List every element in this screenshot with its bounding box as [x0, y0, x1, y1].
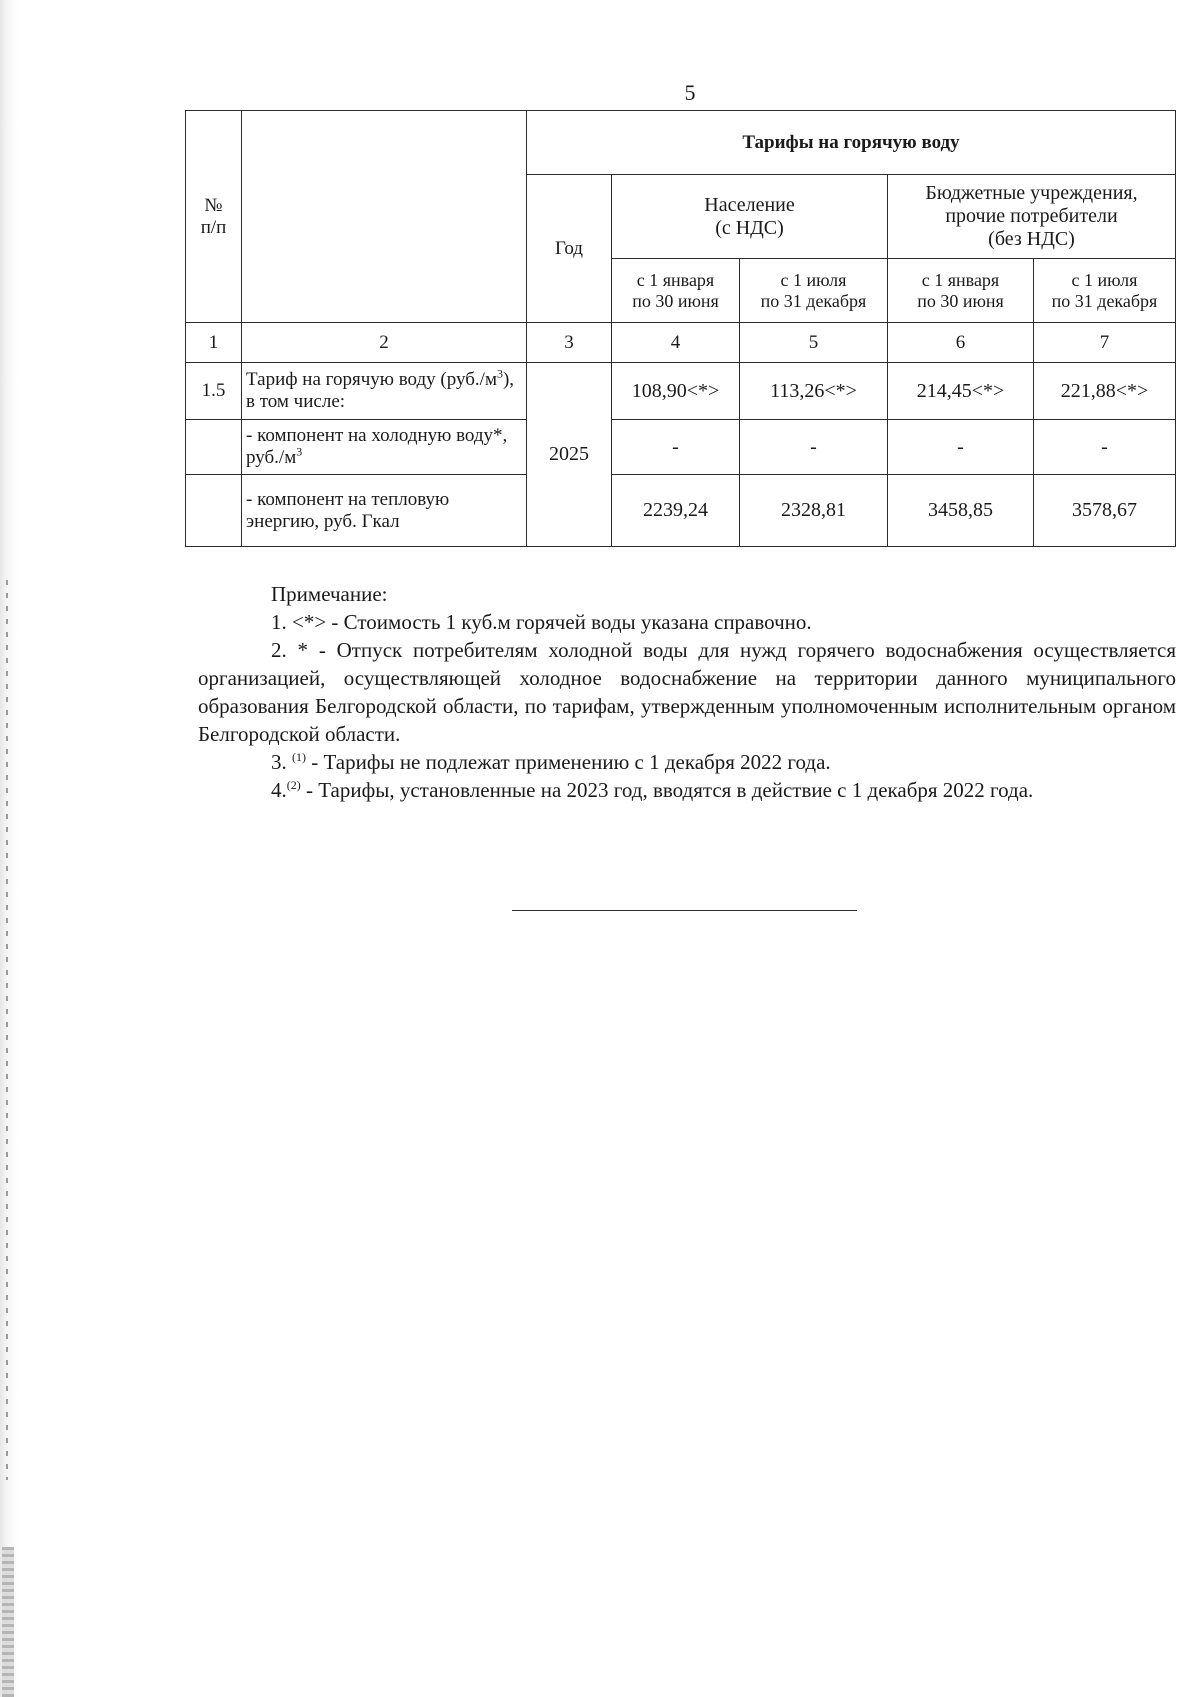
value-cell: 3578,67	[1034, 475, 1176, 547]
note-3-text: - Тарифы не подлежат применению с 1 декабря 2022 года.	[311, 750, 831, 774]
year-header: Год	[527, 175, 612, 323]
row-name	[242, 475, 527, 547]
value-cell: 113,26<*>	[740, 363, 888, 420]
value-cell: 214,45<*>	[888, 363, 1034, 420]
separator-line	[512, 910, 857, 911]
value-cell: -	[612, 420, 740, 475]
column-number: 5	[740, 323, 888, 363]
row-number	[186, 420, 242, 475]
budget-header-line1: Бюджетные учреждения,	[925, 182, 1138, 204]
row-name-text: - компонент на холодную воду*, руб./м	[246, 425, 508, 468]
row-number	[186, 475, 242, 547]
value-cell: 2328,81	[740, 475, 888, 547]
table-row	[186, 475, 1176, 547]
budget-header-line3: (без НДС)	[988, 228, 1075, 250]
population-header	[612, 175, 888, 259]
col-name-header	[242, 111, 527, 323]
column-number: 6	[888, 323, 1034, 363]
population-header-line1: Население	[704, 193, 795, 216]
period-jul-line2: по 31 декабря	[760, 290, 867, 311]
period-header-jan	[888, 259, 1034, 323]
note-4-sup: (2)	[286, 778, 301, 792]
note-4-number: 4.	[271, 778, 287, 802]
scan-edge-marks	[6, 580, 8, 1480]
scan-edge	[0, 0, 18, 1697]
row-name	[242, 420, 527, 475]
period-jul-line2: по 31 декабря	[1051, 290, 1158, 311]
table-row	[186, 420, 1176, 475]
note-3-number: 3.	[271, 750, 287, 774]
period-header-jul	[1034, 259, 1176, 323]
value-cell: 108,90<*>	[612, 363, 740, 420]
scan-edge-shadow	[2, 1547, 14, 1697]
col-no-header	[186, 111, 242, 323]
budget-header-line2: прочие потребители	[945, 205, 1118, 227]
row-number: 1.5	[186, 363, 242, 420]
value-cell: -	[888, 420, 1034, 475]
tariff-table	[185, 110, 1176, 547]
value-cell: 3458,85	[888, 475, 1034, 547]
row-name-tail: ), в том числе:	[246, 369, 515, 412]
year-cell: 2025	[527, 363, 612, 547]
period-jul-line1: с 1 июля	[780, 269, 847, 290]
note-4-text: - Тарифы, установленные на 2023 год, вводятся в действие с 1 декабря 2022 года.	[306, 778, 1034, 802]
note-3-sup: (1)	[292, 750, 306, 764]
column-number: 4	[612, 323, 740, 363]
budget-header	[888, 175, 1176, 259]
row-name-sup: 3	[296, 444, 303, 459]
period-jan-line1: с 1 января	[636, 269, 715, 290]
col-no-header-text: № п/п	[200, 194, 227, 238]
period-jul-line1: с 1 июля	[1071, 269, 1138, 290]
row-name-sup: 3	[496, 366, 503, 381]
value-cell: 221,88<*>	[1034, 363, 1176, 420]
column-number: 1	[186, 323, 242, 363]
row-name	[242, 363, 527, 420]
period-jan-line1: с 1 января	[921, 269, 1000, 290]
population-header-line2: (с НДС)	[715, 216, 784, 239]
note-1: 1. <*> - Стоимость 1 куб.м горячей воды указана справочно.	[271, 610, 812, 634]
table-row	[186, 363, 1176, 420]
period-jan-line2: по 30 июня	[917, 290, 1004, 311]
period-header-jan	[612, 259, 740, 323]
period-jan-line2: по 30 июня	[632, 290, 719, 311]
value-cell: -	[740, 420, 888, 475]
column-number: 2	[242, 323, 527, 363]
page-number: 5	[684, 80, 696, 105]
notes-heading: Примечание:	[271, 582, 388, 606]
value-cell: -	[1034, 420, 1176, 475]
row-name-text: Тариф на горячую воду (руб./м	[246, 369, 497, 391]
note-2: 2. * - Отпуск потребителям холодной воды для нужд горячего водоснабжения осуществляется организацией, осуществляющей холодное водоснабжение на территории данного муниципального образования Белгородской области, по тарифам, утвержденным уполномоченным исполнительным органом Белгородской области.	[198, 638, 1176, 746]
period-header-jul	[740, 259, 888, 323]
column-number: 7	[1034, 323, 1176, 363]
notes-section	[198, 580, 1176, 804]
note-4	[198, 776, 1176, 804]
column-number: 3	[527, 323, 612, 363]
note-3	[198, 748, 1176, 776]
row-name-text: - компонент на тепловую энергию, руб. Гкал	[246, 488, 450, 532]
group-header: Тарифы на горячую воду	[527, 111, 1176, 175]
value-cell: 2239,24	[612, 475, 740, 547]
column-numbers-row	[186, 323, 1176, 363]
